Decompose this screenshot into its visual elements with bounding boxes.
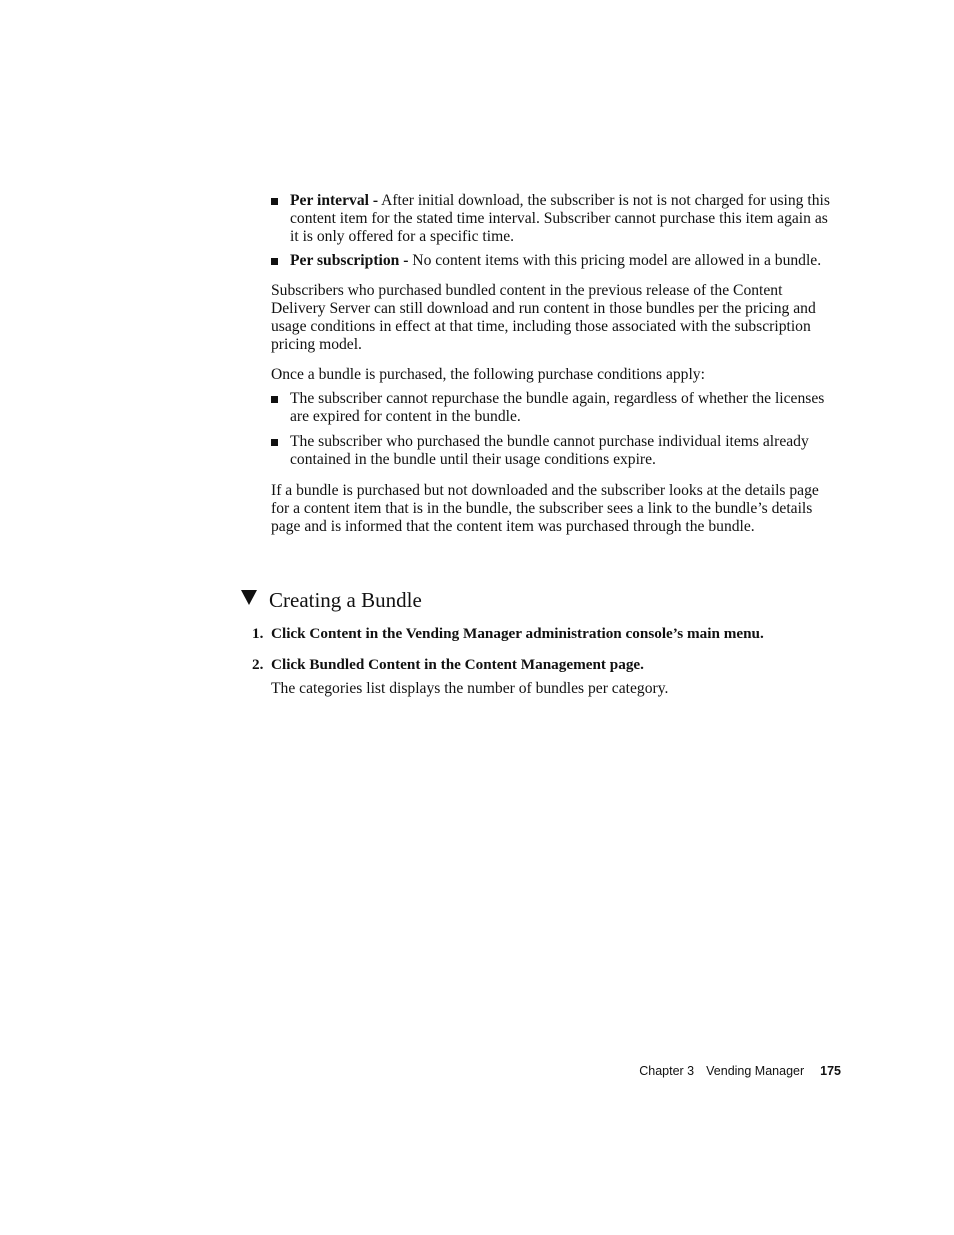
section-heading xyxy=(241,587,422,613)
footer-chapter: Chapter 3 xyxy=(639,1064,695,1078)
term-description: No content items with this pricing model are allowed in a bundle. xyxy=(408,252,822,269)
paragraph-purchase-conditions: Once a bundle is purchased, the following purchase conditions apply: xyxy=(271,366,705,383)
step-text: Click Bundled Content in the Content Management page. xyxy=(271,656,644,673)
heading-text: Creating a Bundle xyxy=(269,588,422,612)
step-2 xyxy=(252,656,644,674)
bullet-square-icon xyxy=(271,439,278,446)
bullet-per-interval xyxy=(271,192,839,246)
bullet-square-icon xyxy=(271,198,278,205)
bullet-square-icon xyxy=(271,396,278,403)
footer-chapter-title: Vending Manager xyxy=(706,1064,805,1078)
term-label: Per subscription - xyxy=(290,252,409,269)
paragraph-bundle-details: If a bundle is purchased but not downloaded and the subscriber looks at the details page for a content item that is in the bundle, the subscriber sees a link to the bundle’s details page and is informed that the content item was purchased through the bundle. xyxy=(271,482,819,535)
term-description: After initial download, the subscriber is not is not charged for using this content item for the stated time interval. Subscriber cannot purchase this item again as it is only offered for a specific time. xyxy=(290,192,830,245)
page-footer xyxy=(633,1063,841,1079)
triangle-down-icon xyxy=(241,590,257,605)
bullet-per-subscription xyxy=(271,252,839,270)
step-text: Click Content in the Vending Manager administration console’s main menu. xyxy=(271,625,764,642)
bullet-text: The subscriber who purchased the bundle cannot purchase individual items already contained in the bundle until their usage conditions expire. xyxy=(290,433,809,468)
step-number: 1. xyxy=(252,625,264,642)
step-number: 2. xyxy=(252,656,264,673)
bullet-text: The subscriber cannot repurchase the bundle again, regardless of whether the licenses are expired for content in the bundle. xyxy=(290,390,825,425)
step-2-note: The categories list displays the number of bundles per category. xyxy=(271,680,669,697)
page-number: 175 xyxy=(820,1064,841,1078)
bullet-square-icon xyxy=(271,258,278,265)
term-label: Per interval - xyxy=(290,192,379,209)
bullet-no-individual-purchase xyxy=(271,433,839,469)
step-1 xyxy=(252,625,764,643)
bullet-no-repurchase xyxy=(271,390,839,426)
paragraph-previous-release: Subscribers who purchased bundled content in the previous release of the Content Delivery Server can still download and run content in those bundles per the pricing and usage conditions in effect at that time, including those associated with the subscription pricing model. xyxy=(271,282,816,353)
body-content xyxy=(271,192,839,536)
